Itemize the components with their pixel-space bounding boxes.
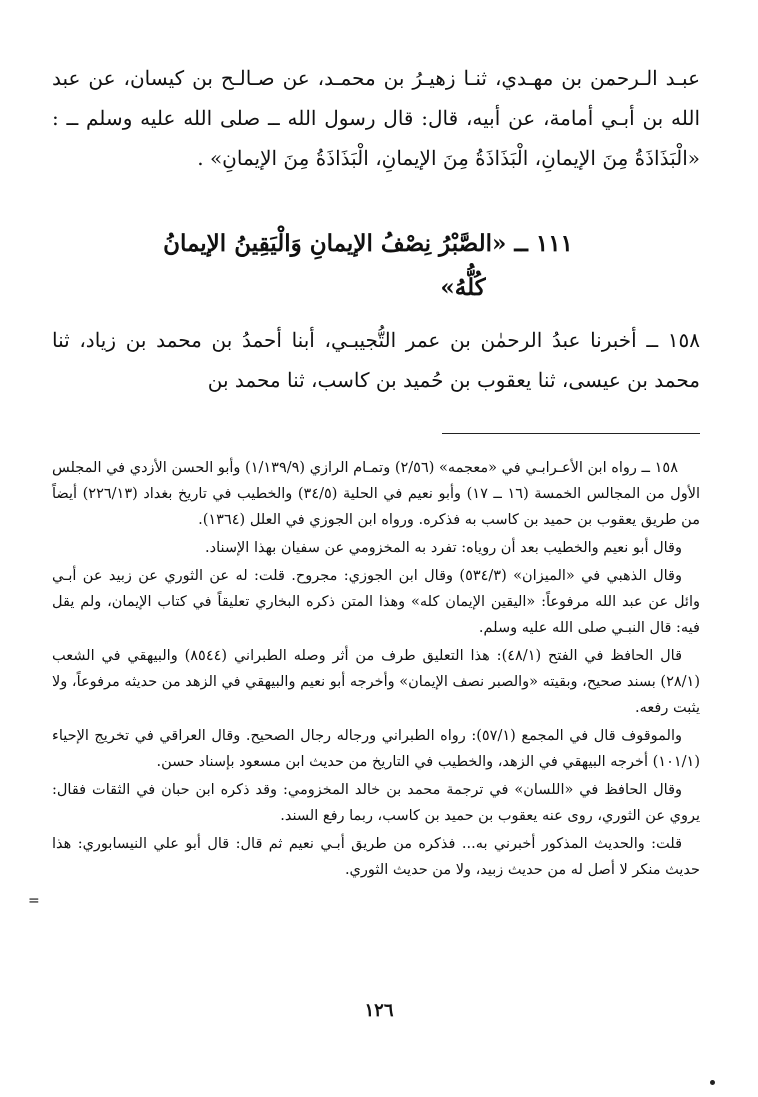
footnote-paragraph: قال الحافظ في الفتح (٤٨/١): هذا التعليق طرف من أثر وصله الطبراني (٨٥٤٤) والبيهقي في الشعب (٢٨/١) بسند صحيح، وبقيته «والصبر نصف الإيمان» وأخرجه أبو نعيم والبيهقي في الزهد من حديثه مرفوعاً، ولا يثبت رفعه. <box>52 648 700 716</box>
footnote-paragraph: والموقوف قال في المجمع (٥٧/١): رواه الطبراني ورجاله رجال الصحيح. وقال العراقي في تخريج الإحياء (١٠١/١) أخرجه البيهقي في الزهد، والخطيب في التاريخ من حديث ابن مسعود بإسناد حسن. <box>52 728 700 770</box>
footnote-paragraph: ١٥٨ ــ رواه ابن الأعـرابـي في «معجمه» (٢/٥٦) وتمـام الرازي (١/١٣٩/٩) وأبو الحسن الأزدي في المجلس الأول من المجالس الخمسة (١٦ ــ ١٧) وأبو نعيم في الحلية (٣٤/٥) والخطيب في تاريخ بغداد (٢٢٦/١٣) أيضاً من طريق يعقوب بن حميد بن كاسب به فذكره. ورواه ابن الجوزي في العلل (١٣٦٤). <box>52 460 700 528</box>
continuation-mark: = <box>28 893 40 909</box>
main-paragraph: عبـد الـرحمن بن مهـدي، ثنـا زهيـرُ بن محمـد، عن صـالـح بن كيسان، عن عبد الله بن أبـي أمامة، عن أبيه، قال: قال رسول الله ــ صلى الله عليه وسلم ــ : «الْبَذَاذَةُ مِنَ الإيمانِ، الْبَذَاذَةُ مِنَ الإيمانِ، الْبَذَاذَةُ مِنَ الإيمانِ» . <box>52 66 700 170</box>
chapter-heading-line-2: كُلُّهُ» <box>440 274 486 301</box>
chapter-heading <box>68 222 668 310</box>
footnote-paragraph: وقال الحافظ في «اللسان» في ترجمة محمد بن خالد المخزومي: وقد ذكره ابن حبان في الثقات فقال: يروي عن الثوري، روى عنه يعقوب بن حميد بن كاسب، ربما رفع السند. <box>52 782 700 824</box>
footnote-divider <box>442 433 700 434</box>
footnote-paragraph: وقال الذهبي في «الميزان» (٥٣٤/٣) وقال ابن الجوزي: مجروح. قلت: له عن الثوري عن زبيد عن أبـي وائل عن عبد الله مرفوعاً: «اليقين الإيمان كله» وهذا المتن ذكره البخاري تعليقاً في كتاب الإيمان، ولم يقل فيه: قال النبـي صلى الله عليه وسلم. <box>52 568 700 636</box>
page-number: ١٢٦ <box>364 1000 394 1021</box>
footnote-paragraph: وقال أبو نعيم والخطيب بعد أن روياه: تفرد به المخزومي عن سفيان بهذا الإسناد. <box>205 540 682 556</box>
footnote-paragraph: قلت: والحديث المذكور أخبرني به... فذكره من طريق أبـي نعيم ثم قال: قال أبو علي النيسابوري: هذا حديث منكر لا أصل له من حديث زبيد، ولا من حديث الثوري. <box>52 836 700 878</box>
hadith-paragraph: ١٥٨ ــ أخبرنا عبدُ الرحمٰن بن عمر التُّجيبـي، أبنا أحمدُ بن محمد بن زياد، ثنا محمد بن عيسى، ثنا يعقوب بن حُميد بن كاسب، ثنا محمد بن <box>52 328 700 392</box>
chapter-heading-line-1: ١١١ ــ «الصَّبْرُ نِصْفُ الإيمانِ وَالْيَقِينُ الإيمانُ <box>163 230 573 257</box>
hadith-text <box>52 320 700 400</box>
footnotes <box>52 455 700 885</box>
main-text <box>52 58 700 178</box>
corner-dot <box>710 1080 715 1085</box>
